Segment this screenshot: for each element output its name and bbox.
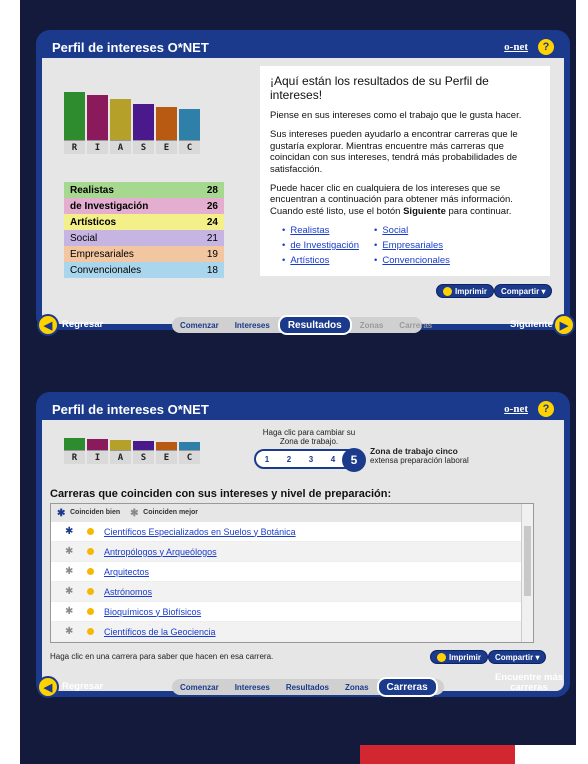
back-button[interactable]: Regresar (62, 319, 104, 330)
onet-logo[interactable]: o-net (504, 403, 528, 415)
score-row (64, 214, 224, 230)
career-row[interactable] (51, 542, 533, 562)
score-row (64, 182, 224, 198)
puzzle-outline-icon: ✱ (130, 507, 139, 519)
puzzle-outline-icon: ✱ (65, 606, 74, 617)
bar-mark (87, 95, 108, 140)
interest-link[interactable]: Social (382, 225, 409, 237)
interest-scores-table (64, 182, 224, 278)
career-link[interactable]: Arquitectos (104, 566, 150, 577)
sun-icon (87, 608, 94, 615)
bar-mark (110, 440, 131, 450)
career-link[interactable]: Astrónomos (104, 586, 153, 597)
score-label: Realistas (70, 184, 114, 196)
interest-link-item[interactable]: • Artísticos (282, 255, 330, 267)
tab-carreras: Carreras (399, 320, 433, 330)
zone-option-1[interactable]: 1 (264, 454, 270, 464)
interest-links (270, 225, 540, 266)
interest-link-item[interactable]: • Realistas (282, 225, 330, 237)
onet-logo[interactable]: o-net (504, 41, 528, 53)
sun-icon (87, 528, 94, 535)
zone-caption: Haga clic para cambiar su Zona de trabajo. (262, 428, 356, 446)
window-title: Perfil de intereses O*NET (52, 39, 209, 55)
score-label: Empresariales (70, 248, 134, 260)
puzzle-outline-icon: ✱ (65, 626, 74, 637)
score-value: 19 (206, 248, 218, 260)
career-row[interactable] (51, 622, 533, 642)
print-button[interactable]: Imprimir (430, 650, 488, 664)
bar-letter: C (179, 450, 200, 464)
bar-letter: A (110, 450, 131, 464)
riasec-mini-chart (64, 438, 200, 464)
zone-option-4[interactable]: 4 (330, 454, 336, 464)
score-label: de Investigación (70, 200, 149, 212)
score-label: Convencionales (70, 264, 142, 276)
bar-mark (156, 442, 177, 450)
score-value: 18 (206, 264, 218, 276)
tab-intereses[interactable]: Intereses (234, 320, 270, 330)
bar-letter: E (156, 450, 177, 464)
step-tabs (172, 317, 433, 333)
title-bar (42, 398, 564, 420)
score-label: Artísticos (70, 216, 117, 228)
footer-band-red (360, 745, 515, 764)
bar-mark (64, 438, 85, 450)
back-button[interactable]: Regresar (62, 681, 104, 692)
interest-link-item[interactable]: • Social (374, 225, 409, 237)
puzzle-solid-icon: ✱ (65, 526, 74, 537)
results-window (36, 30, 570, 330)
bar-mark (133, 441, 154, 450)
interest-link[interactable]: Realistas (290, 225, 330, 237)
score-row (64, 262, 224, 278)
share-button[interactable]: Compartir ▾ (494, 284, 552, 298)
next-button[interactable]: Siguiente (510, 319, 553, 330)
sun-icon (87, 568, 94, 575)
careers-list (50, 503, 534, 643)
bar-letter: S (133, 450, 154, 464)
bar-letter: I (87, 140, 108, 154)
bar-letter: I (87, 450, 108, 464)
interest-link[interactable]: de Investigación (290, 240, 359, 252)
scroll-thumb[interactable] (524, 526, 531, 596)
score-row (64, 246, 224, 262)
score-value: 24 (206, 216, 218, 228)
printer-icon (437, 653, 446, 662)
next-arrow-icon[interactable]: ▶ (553, 314, 575, 336)
score-row (64, 198, 224, 214)
help-icon[interactable]: ? (538, 401, 554, 417)
bar-mark (179, 442, 200, 450)
bar-mark (156, 107, 177, 140)
career-row[interactable] (51, 582, 533, 602)
puzzle-outline-icon: ✱ (65, 586, 74, 597)
sun-icon (87, 628, 94, 635)
match-legend (51, 504, 533, 522)
sun-icon (87, 548, 94, 555)
career-link[interactable]: Bioquímicos y Biofísicos (104, 606, 202, 617)
results-intro: Piense en sus intereses como el trabajo que le gusta hacer. (270, 110, 522, 121)
interest-link-item[interactable]: • Empresariales (374, 240, 444, 252)
list-scrollbar[interactable] (521, 504, 533, 642)
legend-better: ✱ Coinciden mejor (130, 507, 199, 519)
score-label: Social (70, 232, 98, 244)
bar-e (156, 442, 177, 464)
back-arrow-icon[interactable]: ◀ (37, 314, 59, 336)
careers-heading: Carreras que coinciden con sus intereses y nivel de preparación: (50, 488, 392, 500)
bar-a (110, 440, 131, 464)
interest-link[interactable]: Empresariales (382, 240, 444, 252)
puzzle-outline-icon: ✱ (65, 546, 74, 557)
bar-mark (64, 92, 85, 140)
bar-c (179, 109, 200, 154)
score-value: 21 (206, 232, 218, 244)
zone-description: extensa preparación laboral (370, 456, 469, 465)
bar-mark (133, 104, 154, 140)
print-button[interactable]: Imprimir (436, 284, 494, 298)
bar-mark (110, 99, 131, 140)
riasec-bar-chart (64, 92, 200, 154)
puzzle-solid-icon: ✱ (57, 507, 66, 519)
tab-zonas: Zonas (359, 320, 384, 330)
puzzle-outline-icon: ✱ (65, 566, 74, 577)
interest-link-item[interactable]: • de Investigación (282, 240, 359, 252)
interest-link[interactable]: Artísticos (290, 255, 330, 267)
career-row[interactable] (51, 522, 533, 542)
printer-icon (443, 287, 452, 296)
bar-s (133, 441, 154, 464)
career-link[interactable]: Científicos de la Geociencia (104, 626, 216, 637)
bar-mark (87, 439, 108, 450)
results-heading: ¡Aquí están los resultados de su Perfil de intereses! (270, 74, 489, 102)
interest-link[interactable]: Convencionales (382, 255, 450, 267)
tab-comenzar[interactable]: Comenzar (180, 320, 219, 330)
zone-option-5-selected[interactable]: 5 (342, 448, 366, 472)
tab-zonas[interactable]: Zonas (344, 682, 369, 692)
career-link[interactable]: Científicos Especializados en Suelos y Botánica (104, 526, 296, 537)
tab-intereses[interactable]: Intereses (234, 682, 270, 692)
bar-letter: A (110, 140, 131, 154)
career-row[interactable] (51, 602, 533, 622)
careers-hint: Haga clic en una carrera para saber que hacen en esa carrera. (50, 652, 274, 661)
footer-band-navy (20, 745, 360, 764)
bar-s (133, 104, 154, 154)
title-bar (42, 36, 564, 58)
bar-letter: R (64, 140, 85, 154)
bar-i (87, 439, 108, 464)
results-explanation: Sus intereses pueden ayudarlo a encontrar carreras que le gustaría explorar. Mientras encuentre más carreras que coincidan con sus intereses, tendrá más probabilidades de satisfacción. (270, 129, 518, 175)
legend-best: ✱ Coinciden bien (57, 507, 121, 519)
bar-r (64, 92, 85, 154)
window-title: Perfil de intereses O*NET (52, 401, 209, 417)
bar-r (64, 438, 85, 464)
back-arrow-icon[interactable]: ◀ (37, 676, 59, 698)
careers-window (36, 392, 570, 697)
zone-selector (254, 449, 364, 469)
zone-picker (254, 428, 364, 469)
sun-icon (87, 588, 94, 595)
bar-letter: R (64, 450, 85, 464)
bar-letter: E (156, 140, 177, 154)
bar-c (179, 442, 200, 464)
score-value: 26 (206, 200, 218, 212)
score-row (64, 230, 224, 246)
score-value: 28 (206, 184, 218, 196)
results-panel (260, 66, 550, 276)
step-tabs (172, 679, 444, 695)
find-more-careers-button[interactable]: Encuentre más carreras (494, 672, 564, 693)
career-link[interactable]: Antropólogos y Arqueólogos (104, 546, 217, 557)
tab-resultados[interactable]: Resultados (278, 315, 352, 335)
tab-carreras[interactable]: Carreras (377, 677, 438, 697)
results-instructions: Puede hacer clic en cualquiera de los intereses que se encuentran a continuación para obtener más información. Cuando esté listo, use el botón Siguiente para continuar. (270, 182, 513, 217)
tab-comenzar[interactable]: Comenzar (180, 682, 219, 692)
bar-a (110, 99, 131, 154)
tab-resultados[interactable]: Resultados (285, 682, 329, 692)
bar-mark (179, 109, 200, 140)
zone-title: Zona de trabajo cinco (370, 446, 458, 456)
interest-link-item[interactable]: • Convencionales (374, 255, 450, 267)
bar-e (156, 107, 177, 154)
zone-option-3[interactable]: 3 (308, 454, 314, 464)
share-button[interactable]: Compartir ▾ (488, 650, 546, 664)
bar-i (87, 95, 108, 154)
help-icon[interactable]: ? (538, 39, 554, 55)
zone-info (370, 446, 469, 465)
bar-letter: S (133, 140, 154, 154)
zone-option-2[interactable]: 2 (286, 454, 292, 464)
career-row[interactable] (51, 562, 533, 582)
bar-letter: C (179, 140, 200, 154)
